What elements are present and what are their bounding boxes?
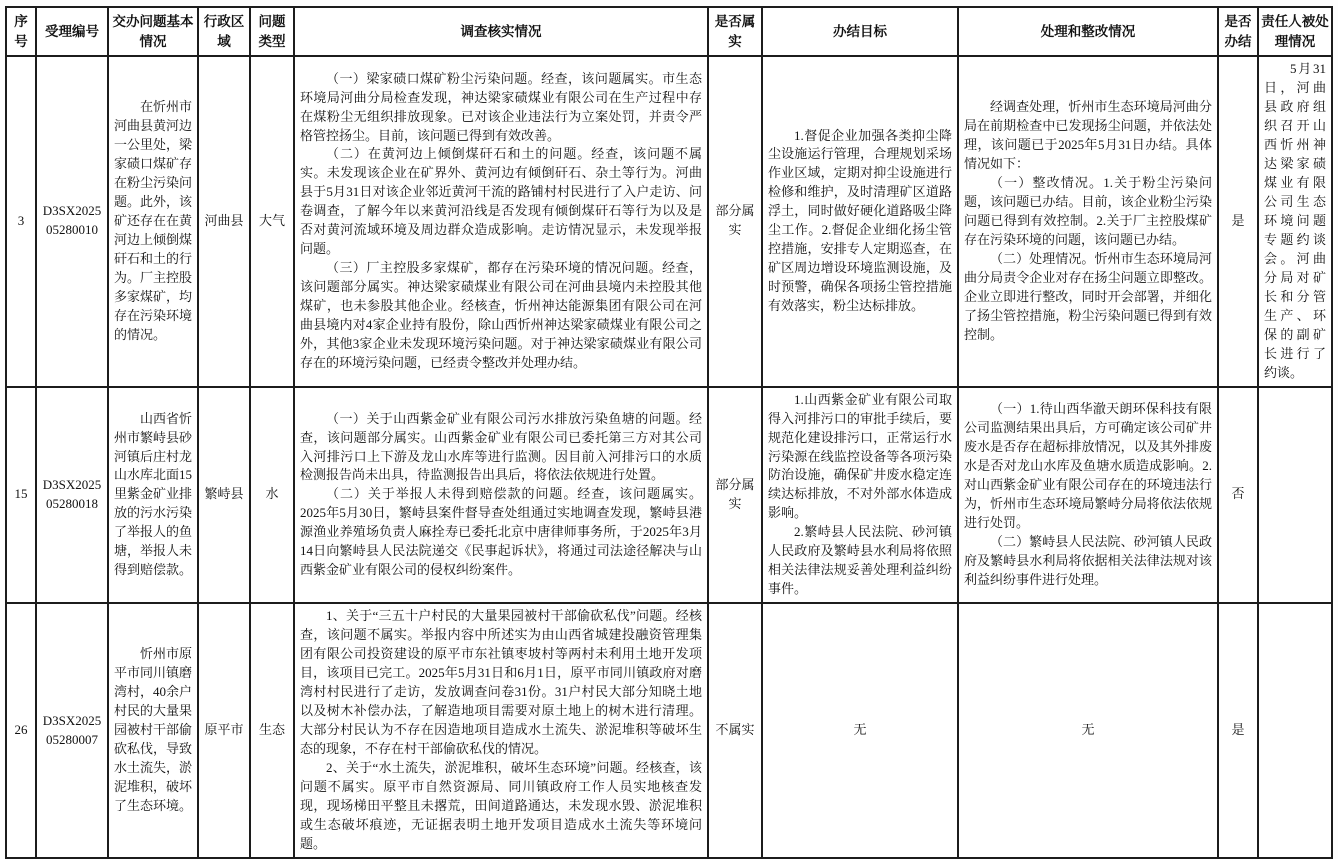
- goal-paragraph: 2.繁峙县人民法院、砂河镇人民政府及繁峙县水利局将依照相关法律法规妥善处理利益纠纷事件。: [768, 524, 952, 597]
- problem-text: 在忻州市河曲县黄河边一公里处，梁家碛口煤矿存在粉尘污染问题。此外，该矿还存在在黄河边上倾倒煤矸石和土的行为。厂主控股多家煤矿，均存在污染环境的情况。: [114, 99, 193, 342]
- cell-problem: [108, 603, 198, 858]
- case-no-line2: 05280010: [46, 222, 98, 238]
- handling-paragraph: （二）繁峙县人民法院、砂河镇人民政府及繁峙县水利局将依据相关法律法规对该利益纠纷事件进行处理。: [964, 533, 1212, 587]
- handling-paragraph: 经调查处理，忻州市生态环境局河曲分局在前期检查中已发现扬尘问题，并依法处理，该问题已于2025年5月31日办结。具体情况如下：: [964, 99, 1212, 171]
- col-header-responsible: 责任人被处理情况: [1258, 7, 1332, 56]
- cell-verified: 部分属实: [708, 387, 762, 604]
- case-no-line2: 05280018: [46, 495, 98, 511]
- col-header-goal: 办结目标: [762, 7, 958, 56]
- col-header-handling: 处理和整改情况: [958, 7, 1218, 56]
- cell-responsible: [1258, 387, 1332, 604]
- cell-closed: 是: [1218, 56, 1258, 386]
- cell-goal: 无: [762, 603, 958, 858]
- cell-investigation: [294, 56, 708, 386]
- table-row: [6, 56, 1332, 386]
- col-header-case-no: 受理编号: [36, 7, 108, 56]
- cell-closed: 是: [1218, 603, 1258, 858]
- handling-paragraph: （一）1.待山西华澈天朗环保科技有限公司监测结果出具后，方可确定该公司矿井废水是否存在超标排放情况，以及其外排废水是否对龙山水库及鱼塘水质造成影响。2.对山西紫金矿业有限公司存在的环境违法行为，忻州市生态环境局繁峙分局将依法依规进行处罚。: [964, 401, 1212, 530]
- cell-responsible: [1258, 603, 1332, 858]
- problem-text: 山西省忻州市繁峙县砂河镇后庄村龙山水库北面15里紫金矿业排放的污水污染了举报人的鱼塘，举报人未得到赔偿款。: [114, 410, 193, 578]
- cell-type: 大气: [250, 56, 294, 386]
- goal-paragraph: 1.督促企业加强各类抑尘降尘设施运行管理，合理规划采场作业区域，定期对抑尘设施进行检修和维护，及时清理矿区道路浮土，同时做好硬化道路吸尘降尘工作。2.督促企业细化扬尘管控措施，安排专人定期巡查，在矿区周边增设环境监测设施，及时预警，确保各项扬尘管控措施有效落实，粉尘达标排放。: [768, 127, 952, 314]
- col-header-verified: 是否属实: [708, 7, 762, 56]
- investigation-paragraph: （一）梁家碛口煤矿粉尘污染问题。经查，该问题属实。市生态环境局河曲分局检查发现，神达梁家碛煤业有限公司在生产过程中存在煤粉尘无组织排放现象。已对该企业违法行为立案处罚，并责令严格管控扬尘。目前，该问题已得到有效改善。: [300, 70, 702, 143]
- cell-problem: [108, 56, 198, 386]
- investigation-paragraph: 1、关于“三五十户村民的大量果园被村干部偷砍私伐”问题。经核查，该问题不属实。举报内容中所述实为由山西省城建投融资管理集团有限公司投资建设的原平市东社镇枣坡村等两村未利用土地开发项目，该项目已完工。2025年5月31日和6月1日，原平市同川镇政府对磨湾村村民进行了走访，发放调查问卷31份。31户村民大部分知晓土地以及树木补偿办法，了解造地项目需要对原土地上的树木进行清理。大部分村民认为不存在因造地项目造成水土流失、淤泥堆积等破坏生态的现象，不存在村干部偷砍私伐的情况。: [300, 608, 702, 757]
- case-no-line1: D3SX2025: [42, 476, 102, 492]
- cell-region: 繁峙县: [198, 387, 250, 604]
- case-no-line2: 05280007: [46, 731, 98, 747]
- col-header-problem: 交办问题基本情况: [108, 7, 198, 56]
- cell-closed: 否: [1218, 387, 1258, 604]
- col-header-region: 行政区域: [198, 7, 250, 56]
- col-header-seq: 序号: [6, 7, 36, 56]
- investigation-paragraph: 2、关于“水土流失，淤泥堆积，破坏生态环境”问题。经核查，该问题不属实。原平市自然资源局、同川镇政府工作人员实地核查发现，现场梯田平整且未撂荒，田间道路通达，未发现水毁、淤泥堆积或生态破坏痕迹，无证据表明土地开发项目造成水土流失等环境问题。: [300, 760, 702, 851]
- cell-verified: 部分属实: [708, 56, 762, 386]
- cell-investigation: [294, 603, 708, 858]
- cell-seq: 3: [6, 56, 36, 386]
- cell-investigation: [294, 387, 708, 604]
- cell-responsible: [1258, 56, 1332, 386]
- investigation-paragraph: （一）关于山西紫金矿业有限公司污水排放污染鱼塘的问题。经查，该问题部分属实。山西紫金矿业有限公司已委托第三方对其公司入河排污口上下游及龙山水库等进行监测。因目前入河排污口的水质检测报告尚未出具，待监测报告出具后，将依法依规进行处置。: [300, 410, 702, 483]
- complaint-handling-table: [5, 6, 1333, 859]
- cell-type: 水: [250, 387, 294, 604]
- cell-goal: [762, 387, 958, 604]
- investigation-paragraph: （三）厂主控股多家煤矿，都存在污染环境的情况问题。经查，该问题部分属实。神达梁家碛煤业有限公司在河曲县境内未控股其他煤矿，也未参股其他企业。经核查，忻州神达能源集团有限公司在河曲县境内对4家企业持有股份，除山西忻州神达梁家碛煤业有限公司之外，其他3家企业未发现环境污染问题。对于神达梁家碛煤业有限公司存在的环境污染问题，已经责令整改并处理办结。: [300, 260, 702, 371]
- cell-region: 河曲县: [198, 56, 250, 386]
- cell-case-no: [36, 387, 108, 604]
- cell-handling: 无: [958, 603, 1218, 858]
- investigation-paragraph: （二）在黄河边上倾倒煤矸石和土的问题。经查，该问题不属实。未发现该企业在矿界外、黄河边有倾倒矸石、杂土等行为。河曲县于5月31日对该企业邻近黄河干流的路铺村村民进行了入户走访、问卷调查，了解今年以来黄河沿线是否发现有倾倒煤矸石等行为以及是否对黄河流域环境及周边群众造成影响。走访情况显示，未发现举报问题。: [300, 146, 702, 257]
- cell-type: 生态: [250, 603, 294, 858]
- table-row: [6, 603, 1332, 858]
- problem-text: 忻州市原平市同川镇磨湾村，40余户村民的大量果园被村干部偷砍私伐，导致水土流失，淤泥堆积，破坏了生态环境。: [114, 646, 193, 813]
- cell-goal: [762, 56, 958, 386]
- table-row: [6, 387, 1332, 604]
- goal-paragraph: 1.山西紫金矿业有限公司取得入河排污口的审批手续后，要规范化建设排污口，正常运行水污染源在线监控设备等各项污染防治设施，确保矿井废水稳定连续达标排放，不对外部水体造成影响。: [768, 391, 952, 521]
- cell-case-no: [36, 603, 108, 858]
- case-no-line1: D3SX2025: [42, 203, 102, 219]
- case-no-line1: D3SX2025: [42, 712, 102, 728]
- cell-seq: 15: [6, 387, 36, 604]
- handling-paragraph: （一）整改情况。1.关于粉尘污染问题，该问题已办结。目前，该企业粉尘污染问题已得到有效控制。2.关于厂主控股煤矿存在污染环境的问题，该问题已办结。: [964, 174, 1212, 247]
- cell-problem: [108, 387, 198, 604]
- header-row: [6, 7, 1332, 56]
- investigation-paragraph: （二）关于举报人未得到赔偿款的问题。经查，该问题属实。2025年5月30日，繁峙县案件督导查处组通过实地调查发现，繁峙县港源渔业养殖场负责人麻拴寿已委托北京中唐律师事务所，于2025年3月14日向繁峙县人民法院递交《民事起诉状》，将通过司法途径解决与山西紫金矿业有限公司的侵权纠纷案件。: [300, 486, 702, 578]
- cell-handling: [958, 56, 1218, 386]
- cell-verified: 不属实: [708, 603, 762, 858]
- cell-region: 原平市: [198, 603, 250, 858]
- col-header-type: 问题类型: [250, 7, 294, 56]
- cell-case-no: [36, 56, 108, 386]
- handling-paragraph: （二）处理情况。忻州市生态环境局河曲分局责令企业对存在扬尘问题立即整改。企业立即进行整改，同时开会部署，并细化了扬尘管控措施，粉尘污染问题已得到有效控制。: [964, 250, 1212, 342]
- col-header-investigation: 调查核实情况: [294, 7, 708, 56]
- col-header-closed: 是否办结: [1218, 7, 1258, 56]
- cell-seq: 26: [6, 603, 36, 858]
- responsible-text: 5月31日，河曲县政府组织召开山西忻州神达梁家碛煤业有限公司生态环境问题专题约谈会。河曲分局对矿长和分管生产、环保的副矿长进行了约谈。: [1264, 61, 1326, 380]
- cell-handling: [958, 387, 1218, 604]
